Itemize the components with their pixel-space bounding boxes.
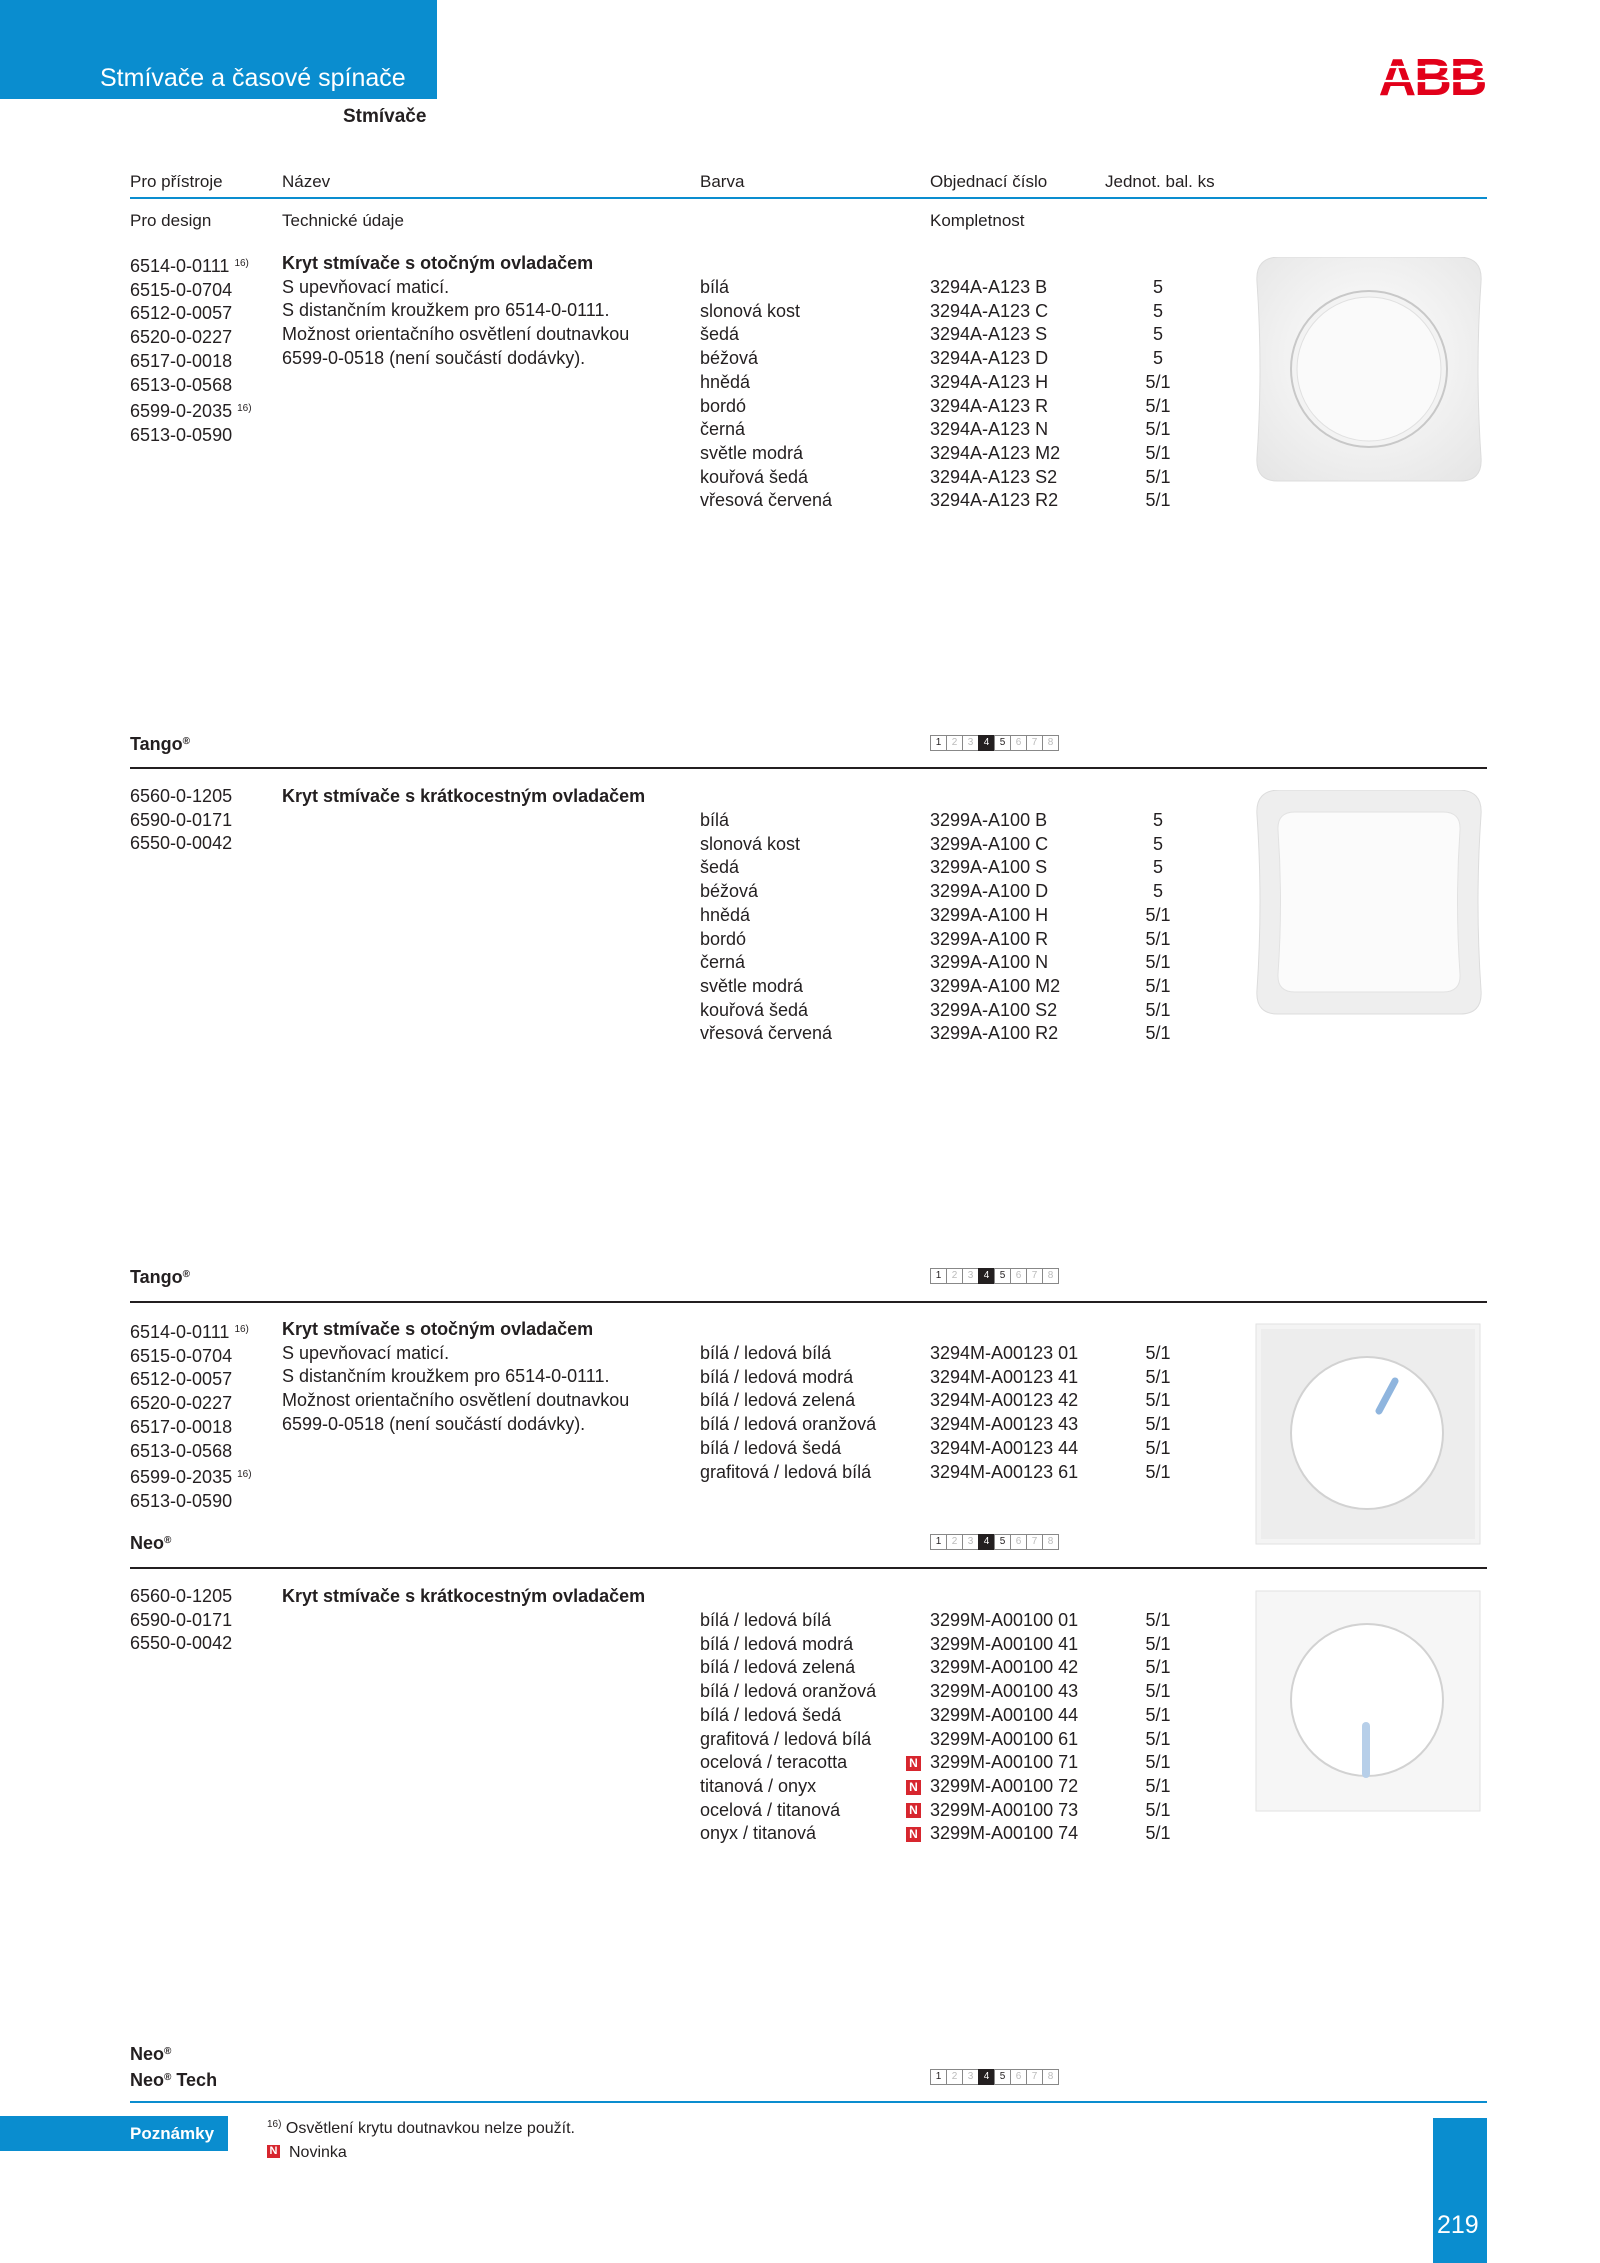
device-list: 6560-0-1205 6590-0-0171 6550-0-0042 [130,786,233,854]
header-rule [130,197,1487,199]
page-subtitle: Stmívače [343,106,427,127]
order-code-list: 3294M-A00123 01 3294M-A00123 41 3294M-A00123 42 3294M-A00123 43 3294M-A00123 44 3294M-A00123 61 [930,1343,1079,1482]
page-number: 219 [1437,2211,1479,2239]
order-code-list: 3299A-A100 B 3299A-A100 C 3299A-A100 S 3299A-A100 D 3299A-A100 H 3299A-A100 R 3299A-A100 N 3299A-A100 M2 3299A-A100 S2 3299A-A100 R2 [930,810,1061,1044]
color-list: bílá slonová kost šedá béžová hnědá bordó černá světle modrá kouřová šedá vřesová červená [700,277,833,511]
new-badge: N [906,1756,921,1771]
qty-list: 5/1 5/1 5/1 5/1 5/1 5/1 [1145,1343,1171,1482]
product-name: Kryt stmívače s krátkocestným ovladačem [282,786,646,806]
order-code-list: 3294A-A123 B 3294A-A123 C 3294A-A123 S 3294A-A123 D 3294A-A123 H 3294A-A123 R 3294A-A123 N 3294A-A123 M2 3294A-A123 S2 3294A-A123 R2 [930,277,1061,511]
family-label: Tango® [130,734,191,754]
col-pro-design: Pro design [130,211,212,230]
series-indicator: 1 2 3 4 5 6 7 8 [930,1268,1058,1284]
device-list: 6514-0-0111 $^{16)}$ 6515-0-0704 6512-0-0057 6520-0-0227 6517-0-0018 6513-0-0568 6599-0-2035 $^{16)}$ 6513-0-0590 [130,256,252,445]
section-rule [130,767,1487,769]
color-list: bílá / ledová bílá bílá / ledová modrá bílá / ledová zelená bílá / ledová oranžová bílá / ledová šedá grafitová / ledová bílá ocelová / teracotta titanová / onyx ocelová / titanová onyx / titanová [700,1610,877,1844]
note-item: N Novinka [267,2141,575,2165]
notes-list [267,2113,575,2164]
family-label: Neo® [130,1533,172,1553]
product-name: Kryt stmívače s krátkocestným ovladačem [282,1586,646,1606]
col-jednot-bal: Jednot. bal. ks [1105,172,1215,191]
new-badge: N [906,1827,921,1842]
footer-rule [130,2101,1487,2103]
color-list: bílá / ledová bílá bílá / ledová modrá bílá / ledová zelená bílá / ledová oranžová bílá / ledová šedá grafitová / ledová bílá [700,1343,877,1482]
tango-rotary-dimmer-image [1255,257,1483,482]
series-indicator: 1 2 3 4 5 6 7 8 [930,2069,1058,2085]
device-list: 6560-0-1205 6590-0-0171 6550-0-0042 [130,1586,233,1654]
qty-list: 5 5 5 5 5/1 5/1 5/1 5/1 5/1 5/1 [1145,810,1171,1044]
series-indicator: 1 2 3 4 5 6 7 8 [930,735,1058,751]
device-list: 6514-0-0111 $^{16)}$ 6515-0-0704 6512-0-0057 6520-0-0227 6517-0-0018 6513-0-0568 6599-0-2035 $^{16)}$ 6513-0-0590 [130,1322,252,1511]
col-technicke-udaje: Technické údaje [282,211,404,230]
order-code-list: 3299M-A00100 01 3299M-A00100 41 3299M-A00100 42 3299M-A00100 43 3299M-A00100 44 3299M-A00100 61 3299M-A00100 71 3299M-A00100 72 3299M-A00100 73 3299M-A00100 74 [930,1610,1079,1844]
qty-list: 5/1 5/1 5/1 5/1 5/1 5/1 5/1 5/1 5/1 5/1 [1145,1610,1171,1844]
neo-push-dimmer-image [1255,1590,1481,1812]
product-description: Kryt stmívače s otočným ovladačem S upevňovací maticí. S distančním kroužkem pro 6514-0-0111. Možnost orientačního osvětlení doutnavkou 6599-0-0518 (není součástí dodávky). [282,1319,630,1434]
page-number-box [1433,2118,1487,2263]
family-label: Neo® Neo® Tech [130,2044,218,2090]
neo-rotary-dimmer-image [1255,1323,1481,1545]
new-badge: N [906,1780,921,1795]
col-objednaci-cislo: Objednací číslo [930,172,1048,191]
note-item: $^{16)}$ Osvětlení krytu doutnavkou nelze použít. [267,2119,575,2137]
section-rule [130,1567,1487,1569]
col-barva: Barva [700,172,745,191]
new-badge: N [906,1803,921,1818]
family-label: Tango® [130,1267,191,1287]
qty-list: 5 5 5 5 5/1 5/1 5/1 5/1 5/1 5/1 [1145,277,1171,511]
page-title: Stmívače a časové spínače [100,64,406,92]
product-name: Kryt stmívače s otočným ovladačem [282,1319,594,1339]
product-name: Kryt stmívače s otočným ovladačem [282,253,594,273]
col-nazev: Název [282,172,331,191]
col-kompletnost: Kompletnost [930,211,1025,230]
svg-text:ABB: ABB [1378,50,1486,102]
notes-label: Poznámky [0,2116,228,2151]
tango-push-dimmer-image [1255,790,1483,1015]
abb-logo [1377,50,1487,102]
color-list: bílá slonová kost šedá béžová hnědá bordó černá světle modrá kouřová šedá vřesová červená [700,810,833,1044]
series-indicator: 1 2 3 4 5 6 7 8 [930,1534,1058,1550]
section-rule [130,1301,1487,1303]
product-description: Kryt stmívače s otočným ovladačem S upevňovací maticí. S distančním kroužkem pro 6514-0-0111. Možnost orientačního osvětlení doutnavkou 6599-0-0518 (není součástí dodávky). [282,253,630,368]
col-pro-pristroje: Pro přístroje [130,172,223,191]
